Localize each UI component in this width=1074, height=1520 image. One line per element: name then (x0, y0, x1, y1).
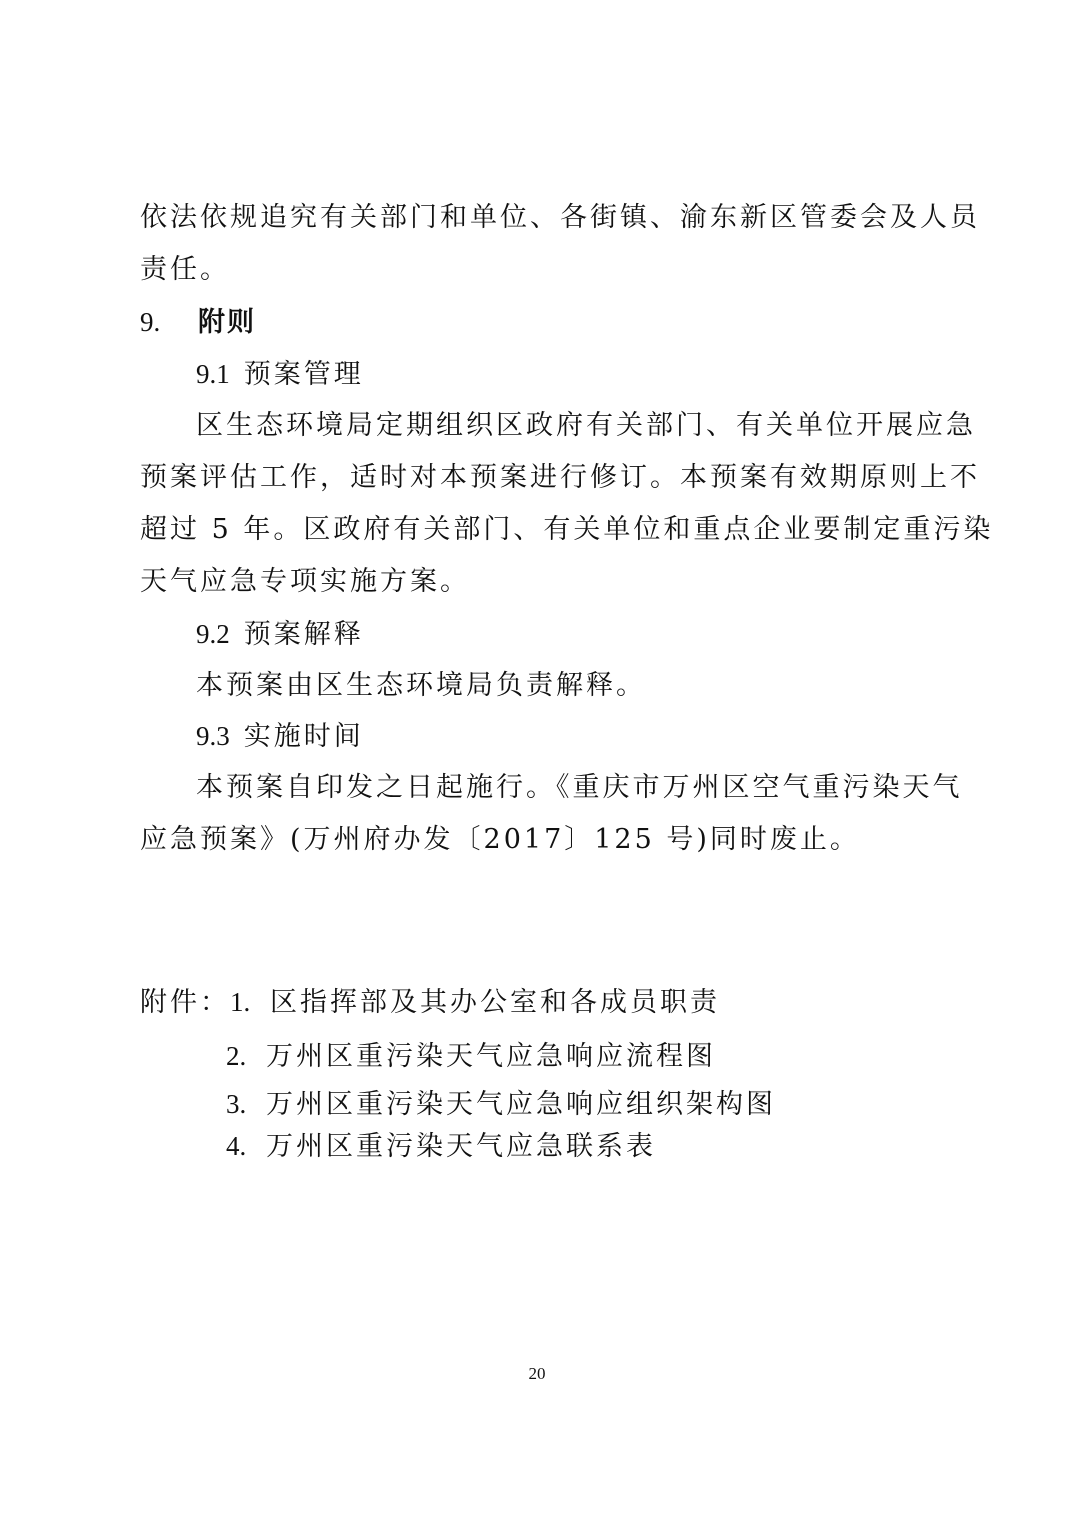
attachment-item (226, 1128, 656, 1165)
subsection-title: 实施时间 (243, 721, 364, 752)
body-line: 区生态环境局定期组织区政府有关部门、有关单位开展应急 (196, 410, 976, 441)
attachment-item (226, 1086, 776, 1123)
attachment-number: 1. (230, 987, 251, 1017)
body-line: 责任。 (140, 254, 230, 285)
section-title: 附则 (198, 307, 256, 338)
page-number: 20 (528, 1364, 546, 1383)
attachment-title: 万州区重污染天气应急响应组织架构图 (266, 1089, 776, 1120)
body-line: 依法依规追究有关部门和单位、各街镇、渝东新区管委会及人员 (140, 202, 980, 233)
subsection-title: 预案管理 (243, 359, 364, 390)
attachment-item (140, 984, 720, 1021)
attachment-number: 4. (226, 1131, 247, 1161)
attachment-item (226, 1038, 716, 1075)
body-line: 超过 5 年。区政府有关部门、有关单位和重点企业要制定重污染 (140, 514, 994, 545)
subsection-heading (196, 616, 364, 653)
subsection-number: 9.2 (196, 619, 230, 649)
subsection-heading (196, 356, 364, 393)
attachment-title: 区指挥部及其办公室和各成员职责 (270, 987, 720, 1018)
body-line: 天气应急专项实施方案。 (140, 566, 470, 597)
attachment-title: 万州区重污染天气应急联系表 (266, 1131, 656, 1162)
attachment-title: 万州区重污染天气应急响应流程图 (266, 1041, 716, 1072)
section-number: 9. (140, 307, 161, 337)
subsection-title: 预案解释 (243, 619, 364, 650)
body-line: 应急预案》(万州府办发〔2017〕125 号)同时废止。 (140, 824, 860, 855)
body-line: 本预案由区生态环境局负责解释。 (196, 670, 646, 701)
attachments-label: 附件： (140, 987, 230, 1018)
subsection-heading (196, 718, 364, 755)
body-line: 预案评估工作，适时对本预案进行修订。本预案有效期原则上不 (140, 462, 980, 493)
body-line: 本预案自印发之日起施行。《重庆市万州区空气重污染天气 (196, 772, 963, 803)
subsection-number: 9.1 (196, 359, 230, 389)
attachment-number: 2. (226, 1041, 247, 1071)
subsection-number: 9.3 (196, 721, 230, 751)
section-heading (140, 304, 256, 341)
attachment-number: 3. (226, 1089, 247, 1119)
